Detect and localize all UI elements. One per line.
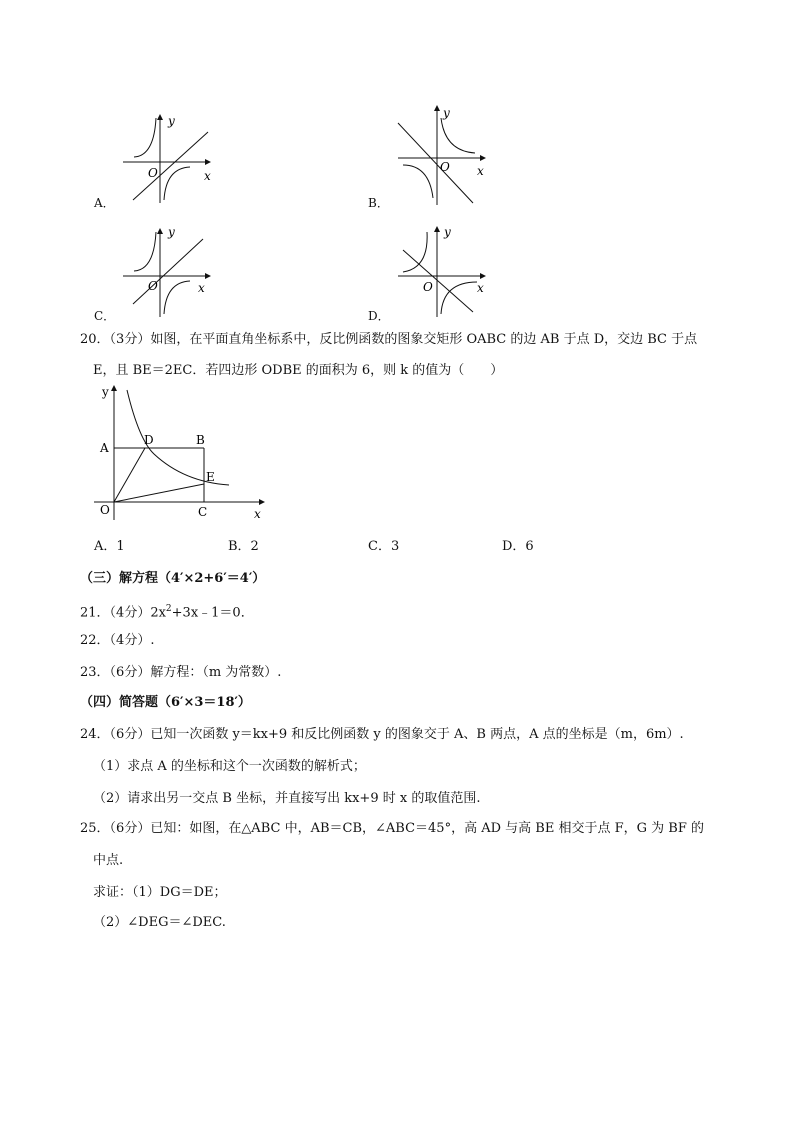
q20-choice-d: D．6 bbox=[502, 539, 534, 554]
q20-choice-a: A．1 bbox=[94, 539, 125, 554]
q25-part2: （2）∠DEG＝∠DEC. bbox=[93, 915, 226, 930]
q24-part1: （1）求点 A 的坐标和这个一次函数的解析式； bbox=[93, 759, 366, 774]
x-axis-label: x bbox=[477, 164, 484, 178]
fig-x-label: x bbox=[254, 507, 261, 521]
option-a-graph bbox=[118, 110, 218, 205]
section-4-heading: （四）简答题（6′×3＝18′） bbox=[80, 695, 251, 710]
fig-b-label: B bbox=[196, 433, 205, 447]
q21-exponent: 2 bbox=[165, 604, 172, 614]
q21-prefix: 21．（4分）2x bbox=[80, 605, 166, 621]
y-axis-label: y bbox=[168, 114, 175, 128]
fig-a-label: A bbox=[100, 441, 109, 455]
q25-part1: 求证：（1）DG＝DE； bbox=[93, 885, 227, 900]
q20-choice-b: B．2 bbox=[228, 539, 259, 554]
option-a-label: A． bbox=[94, 196, 115, 210]
q22-text: 22．（4分）. bbox=[80, 633, 155, 648]
fig-y-label: y bbox=[102, 385, 109, 399]
fig-o-label: O bbox=[100, 503, 110, 517]
fig-d-label: D bbox=[144, 433, 154, 447]
fig-c-label: C bbox=[198, 505, 208, 519]
option-d-label: D． bbox=[368, 309, 390, 323]
x-axis-label: x bbox=[204, 169, 211, 183]
origin-label: O bbox=[440, 160, 450, 174]
q25-text-line1: 25．（6分）已知：如图，在△ABC 中，AB＝CB，∠ABC＝45°，高 AD 与高 BE 相交于点 F，G 为 BF 的 bbox=[80, 821, 704, 836]
q20-figure bbox=[94, 382, 274, 522]
x-axis-label: x bbox=[477, 281, 484, 295]
fig-e-label: E bbox=[206, 470, 215, 484]
option-b-graph bbox=[393, 103, 493, 208]
q20-text-line1: 20．（3分）如图，在平面直角坐标系中，反比例函数的图象交矩形 OABC 的边 AB 于点 D，交边 BC 于点 bbox=[80, 332, 698, 347]
q24-text-line1: 24．（6分）已知一次函数 y＝kx+9 和反比例函数 y 的图象交于 A、B 两点，A 点的坐标是（m，6m）. bbox=[80, 727, 684, 742]
q20-text-line2: E，且 BE＝2EC．若四边形 ODBE 的面积为 6，则 k 的值为（ ） bbox=[93, 363, 504, 378]
option-b-label: B． bbox=[368, 196, 389, 210]
q25-text-line2: 中点. bbox=[93, 853, 124, 868]
q23-text: 23．（6分）解方程：（m 为常数）. bbox=[80, 665, 282, 680]
y-axis-label: y bbox=[168, 225, 175, 239]
origin-label: O bbox=[423, 280, 433, 294]
x-axis-label: x bbox=[198, 281, 205, 295]
section-3-heading: （三）解方程（4′×2+6′＝4′） bbox=[80, 571, 266, 586]
option-c-graph bbox=[118, 224, 218, 319]
origin-label: O bbox=[148, 166, 158, 180]
origin-label: O bbox=[148, 279, 158, 293]
y-axis-label: y bbox=[444, 225, 451, 239]
q20-choice-c: C．3 bbox=[368, 539, 400, 554]
q24-part2: （2）请求出另一交点 B 坐标，并直接写出 kx+9 时 x 的取值范围. bbox=[93, 791, 481, 806]
q21-text bbox=[80, 600, 254, 622]
option-c-label: C． bbox=[94, 309, 116, 323]
y-axis-label: y bbox=[443, 106, 450, 120]
q21-suffix: +3x﹣1＝0． bbox=[171, 605, 254, 621]
option-d-graph bbox=[393, 222, 493, 319]
